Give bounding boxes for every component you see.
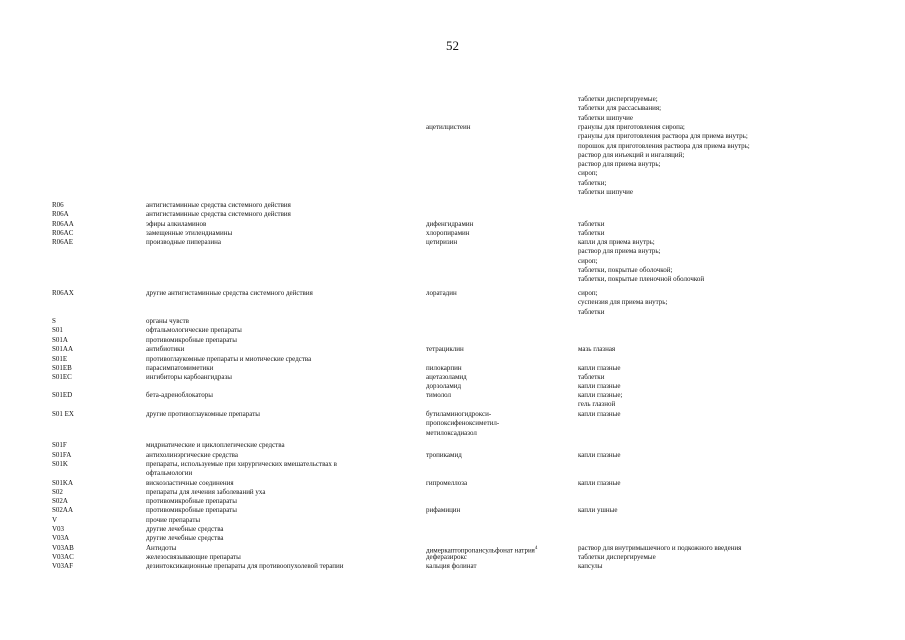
dosage-form: капли глазные xyxy=(578,451,621,459)
dosage-form: таблетки, покрытые пленочной оболочкой xyxy=(578,275,705,284)
atc-code: S01FA xyxy=(52,451,72,459)
atc-group-name: другие антигистаминные средства системного действия xyxy=(146,289,313,297)
atc-code: S01 EX xyxy=(52,410,74,418)
dosage-form: порошок для приготовления раствора для приема внутрь; xyxy=(578,141,750,150)
dosage-form: раствор для инъекций и ингаляций; xyxy=(578,150,685,159)
drug-name: хлоропирамин xyxy=(426,229,470,237)
drug-name: тропикамид xyxy=(426,451,462,459)
dosage-form: гель глазной xyxy=(578,400,616,409)
drug-name: рифамицин xyxy=(426,506,461,514)
dosage-form: таблетки шипучие xyxy=(578,113,633,122)
atc-group-name: другие лечебные средства xyxy=(146,534,224,542)
atc-code: S01 xyxy=(52,326,63,334)
dosage-form: таблетки xyxy=(578,229,605,237)
atc-code: V03AB xyxy=(52,544,74,552)
atc-group-name: железосвязывающие препараты xyxy=(146,553,241,561)
drug-name: бутиламиногидрокси- xyxy=(426,410,492,418)
drug-name: метилоксадиазол xyxy=(426,428,477,437)
dosage-form: капли глазные xyxy=(578,382,621,390)
dosage-form: капли для приема внутрь; xyxy=(578,238,655,246)
atc-group-name: другие лечебные средства xyxy=(146,525,224,533)
atc-code: S02A xyxy=(52,497,68,505)
atc-group-name: противомикробные препараты xyxy=(146,497,237,505)
atc-group-name: вискоэластичные соединения xyxy=(146,479,234,487)
dosage-form: раствор для приема внутрь; xyxy=(578,247,661,256)
dosage-form: таблетки диспергируемые; xyxy=(578,95,658,103)
dosage-form: суспензия для приема внутрь; xyxy=(578,298,668,307)
page-number: 52 xyxy=(446,38,459,53)
drug-name: деферазирокс xyxy=(426,553,467,561)
dosage-form: сироп; xyxy=(578,169,598,178)
dosage-form: капли глазные xyxy=(578,364,621,372)
atc-group-name: производные пиперазина xyxy=(146,238,221,246)
atc-group-name: Антидоты xyxy=(146,544,177,552)
atc-code: R06AE xyxy=(52,238,73,246)
atc-code: S01A xyxy=(52,336,68,344)
drug-name: кальция фолинат xyxy=(426,562,477,570)
dosage-form: капли глазные xyxy=(578,479,621,487)
atc-group-name: замещенные этилендиамины xyxy=(146,229,233,237)
dosage-form: гранулы для приготовления сиропа; xyxy=(578,122,685,131)
atc-group-name: антихолинэргические средства xyxy=(146,451,238,459)
atc-code: S01ED xyxy=(52,391,73,399)
atc-code: R06AA xyxy=(52,220,74,228)
atc-group-name: офтальмологии xyxy=(146,469,193,478)
atc-group-name: препараты для лечения заболеваний уха xyxy=(146,488,266,496)
dosage-form: сироп; xyxy=(578,256,598,265)
drug-name: тетрациклин xyxy=(426,345,464,353)
atc-group-name: антигистаминные средства системного действия xyxy=(146,201,291,209)
atc-code: S02AA xyxy=(52,506,74,514)
atc-code: S01EB xyxy=(52,364,72,372)
drug-name: лоратадин xyxy=(426,289,457,297)
dosage-form: мазь глазная xyxy=(578,345,616,353)
dosage-form: таблетки диспергируемые xyxy=(578,553,656,561)
atc-code: S01F xyxy=(52,441,67,449)
dosage-form: таблетки xyxy=(578,220,605,228)
atc-group-name: бета-адреноблокаторы xyxy=(146,391,213,399)
drug-name: ацетазоламид xyxy=(426,373,467,381)
dosage-form: капли ушные xyxy=(578,506,618,514)
atc-code: V03AC xyxy=(52,553,74,561)
atc-code: S01KA xyxy=(52,479,74,487)
dosage-form: сироп; xyxy=(578,289,598,297)
dosage-form: таблетки для рассасывания; xyxy=(578,104,662,113)
dosage-form: гранулы для приготовления раствора для приема внутрь; xyxy=(578,132,748,141)
dosage-form: таблетки xyxy=(578,307,605,316)
atc-code: S01K xyxy=(52,460,68,468)
drug-name: тимолол xyxy=(426,391,452,399)
atc-code: S xyxy=(52,317,56,325)
drug-name: ацетилцистеин xyxy=(426,122,471,131)
atc-group-name: дезинтоксикационные препараты для противоопухолевой терапии xyxy=(146,562,344,570)
dosage-form: капли глазные; xyxy=(578,391,623,399)
drug-name: димеркаптопропансульфонат натрия$^4$ xyxy=(426,546,538,555)
atc-group-name: прочие препараты xyxy=(146,516,201,524)
footnote-marker: 4 xyxy=(534,546,538,551)
atc-group-name: антигистаминные средства системного действия xyxy=(146,210,291,218)
atc-group-name: мидриатические и циклоплегические средства xyxy=(146,441,285,449)
atc-code: S01AA xyxy=(52,345,74,353)
atc-code: R06A xyxy=(52,210,69,218)
dosage-form: капли глазные xyxy=(578,410,621,418)
dosage-form: таблетки; xyxy=(578,178,607,187)
drug-name: гипромеллоза xyxy=(426,479,468,487)
atc-code: R06AC xyxy=(52,229,74,237)
dosage-form: таблетки xyxy=(578,373,605,381)
atc-code: S02 xyxy=(52,488,63,496)
dosage-form: капсулы xyxy=(578,562,603,570)
atc-group-name: препараты, используемые при хирургических вмешательствах в xyxy=(146,460,337,468)
drug-name: дорзоламид xyxy=(426,382,462,390)
atc-group-name: антибиотики xyxy=(146,345,185,353)
atc-code: S01E xyxy=(52,355,68,363)
atc-code: R06AX xyxy=(52,289,74,297)
atc-code: V03A xyxy=(52,534,70,542)
atc-group-name: эфиры алкиламинов xyxy=(146,220,207,228)
atc-code: S01EC xyxy=(52,373,72,381)
atc-group-name: органы чувств xyxy=(146,317,189,325)
atc-group-name: другие противоглаукомные препараты xyxy=(146,410,260,418)
dosage-form: раствор для внутримышечного и подкожного введения xyxy=(578,544,742,552)
drug-name: цетиризин xyxy=(426,238,458,246)
atc-code: V03 xyxy=(52,525,65,533)
atc-group-name: противомикробные препараты xyxy=(146,336,237,344)
drug-name: дифенгидрамин xyxy=(426,220,474,228)
drug-name: пилокарпин xyxy=(426,364,462,372)
dosage-form: таблетки шипучие xyxy=(578,188,633,196)
atc-code: V xyxy=(52,516,58,524)
dosage-form: таблетки, покрытые оболочкой; xyxy=(578,265,673,274)
atc-code: V03AF xyxy=(52,562,74,570)
drug-name: пропоксифеноксиметил- xyxy=(426,419,500,428)
atc-group-name: парасимпатомиметики xyxy=(146,364,214,372)
atc-code: R06 xyxy=(52,201,64,209)
atc-group-name: противоглаукомные препараты и миотические средства xyxy=(146,355,312,363)
atc-group-name: офтальмологические препараты xyxy=(146,326,242,334)
atc-group-name: противомикробные препараты xyxy=(146,506,237,514)
dosage-form: раствор для приема внутрь; xyxy=(578,160,661,169)
atc-group-name: ингибиторы карбоангидразы xyxy=(146,373,232,381)
